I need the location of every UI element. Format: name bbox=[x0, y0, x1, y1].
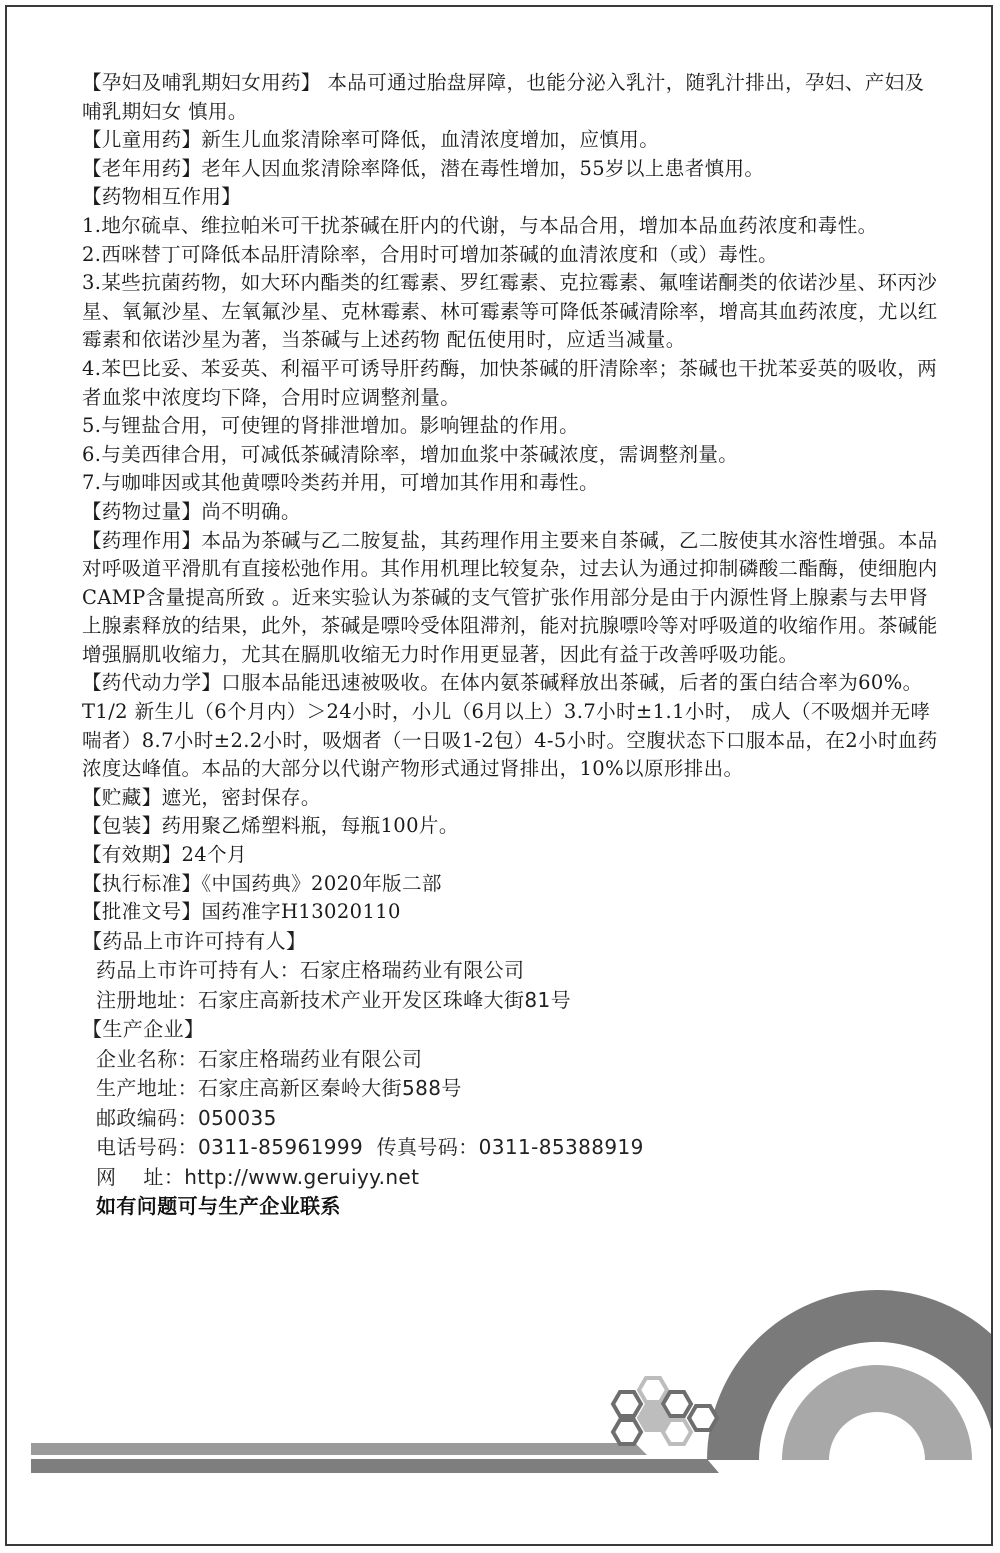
hexagon-shape bbox=[639, 1378, 667, 1402]
manufacturer-website: 网 址：http://www.geruiyy.net bbox=[96, 1164, 420, 1189]
manufacturer-address: 生产地址：石家庄高新区秦岭大街588号 bbox=[96, 1076, 462, 1101]
section-interactions-heading: 【药物相互作用】 bbox=[82, 185, 242, 209]
hexagon-shape bbox=[663, 1420, 691, 1444]
interaction-item: 1.地尔硫卓、维拉帕米可干扰茶碱在肝内的代谢，与本品合用，增加本品血药浓度和毒性。 bbox=[82, 213, 878, 237]
holder-name: 药品上市许可持有人：石家庄格瑞药业有限公司 bbox=[96, 958, 525, 983]
section-pharmacokinetics: 【药代动力学】口服本品能迅速被吸收。在体内氨茶碱释放出茶碱，后者的蛋白结合率为60%。T1/2 新生儿（6个月内）＞24小时，小儿（6月以上）3.7小时±1.1小时， 成人（不吸烟并无哮喘者）8.7小时±2.2小时，吸烟者（一日吸1-2包）4-5小时。空腹状态下口服本品，在2小时血药浓度达峰值。本品的大部分以代谢产物形式通过肾排出，10%以原形排出。 bbox=[82, 671, 938, 781]
leaflet-frame bbox=[5, 5, 993, 1546]
section-storage: 【贮藏】遮光，密封保存。 bbox=[82, 785, 321, 809]
section-pediatric: 【儿童用药】新生儿血浆清除率可降低，血清浓度增加，应慎用。 bbox=[82, 128, 660, 152]
holder-address: 注册地址：石家庄高新技术产业开发区珠峰大街81号 bbox=[96, 987, 572, 1012]
hexagon-shape bbox=[613, 1392, 641, 1416]
interaction-item: 5.与锂盐合用，可使锂的肾排泄增加。影响锂盐的作用。 bbox=[82, 414, 580, 438]
stripe-bar-top bbox=[31, 1443, 647, 1455]
stripe-bar-bottom bbox=[31, 1459, 719, 1473]
inner-ring bbox=[782, 1365, 972, 1460]
section-pregnancy: 【孕妇及哺乳期妇女用药】 本品可通过胎盘屏障，也能分泌入乳汁，随乳汁排出，孕妇、产妇及哺乳期妇女 慎用。 bbox=[82, 71, 925, 123]
manufacturer-heading: 【生产企业】 bbox=[82, 1017, 205, 1042]
interaction-item: 4.苯巴比妥、苯妥英、利福平可诱导肝药酶，加快茶碱的肝清除率；茶碱也干扰苯妥英的吸收，两者血浆中浓度均下降，合用时应调整剂量。 bbox=[82, 356, 938, 409]
section-overdose: 【药物过量】尚不明确。 bbox=[82, 499, 301, 523]
interaction-item: 7.与咖啡因或其他黄嘌呤类药并用，可增加其作用和毒性。 bbox=[82, 471, 599, 495]
hexagon-shape bbox=[613, 1420, 641, 1444]
section-shelf-life: 【有效期】24个月 bbox=[82, 843, 247, 867]
interaction-item: 2.西咪替丁可降低本品肝清除率，合用时可增加茶碱的血清浓度和（或）毒性。 bbox=[82, 242, 779, 266]
interaction-item: 6.与美西律合用，可减低茶碱清除率，增加血浆中茶碱浓度，需调整剂量。 bbox=[82, 442, 739, 466]
hexagon-shape bbox=[663, 1392, 691, 1416]
contact-note: 如有问题可与生产企业联系 bbox=[96, 1194, 341, 1219]
manufacturer-postcode: 邮政编码：050035 bbox=[96, 1105, 277, 1130]
section-pharmacology: 【药理作用】本品为茶碱与乙二胺复盐，其药理作用主要来自茶碱，乙二胺使其水溶性增强。本品对呼吸道平滑肌有直接松弛作用。其作用机理比较复杂，过去认为通过抑制磷酸二酯酶，使细胞内CAMP含量提高所致 。近来实验认为茶碱的支气管扩张作用部分是由于内源性肾上腺素与去甲肾上腺素释放的结果，此外，茶碱是嘌呤受体阻滞剂，能对抗腺嘌呤等对呼吸道的收缩作用。茶碱能增强膈肌收缩力，尤其在膈肌收缩无力时作用更显著，因此有益于改善呼吸功能。 bbox=[82, 528, 938, 666]
manufacturer-name: 企业名称：石家庄格瑞药业有限公司 bbox=[96, 1046, 423, 1071]
leaflet-body bbox=[82, 69, 942, 1221]
section-standard: 【执行标准】《中国药典》2020年版二部 bbox=[82, 871, 442, 895]
hexagon-shape bbox=[639, 1406, 667, 1430]
hexagon-shape bbox=[689, 1406, 717, 1430]
interaction-item: 3.某些抗菌药物，如大环内酯类的红霉素、罗红霉素、克拉霉素、氟喹诺酮类的依诺沙星、环丙沙星、氧氟沙星、左氧氟沙星、克林霉素、林可霉素等可降低茶碱清除率，增高其血药浓度，尤以红霉素和依诺沙星为著，当茶碱与上述药物 配伍使用时，应适当减量。 bbox=[82, 271, 938, 352]
section-approval-number: 【批准文号】国药准字H13020110 bbox=[82, 900, 401, 924]
hexagon-cluster bbox=[613, 1378, 717, 1444]
section-packaging: 【包装】药用聚乙烯塑料瓶，每瓶100片。 bbox=[82, 814, 459, 838]
manufacturer-phone-fax: 电话号码：0311-85961999 传真号码：0311-85388919 bbox=[96, 1135, 644, 1160]
holder-block bbox=[82, 927, 942, 1193]
section-geriatric: 【老年用药】老年人因血浆清除率降低，潜在毒性增加，55岁以上患者慎用。 bbox=[82, 156, 765, 180]
holder-heading: 【药品上市许可持有人】 bbox=[82, 928, 307, 953]
